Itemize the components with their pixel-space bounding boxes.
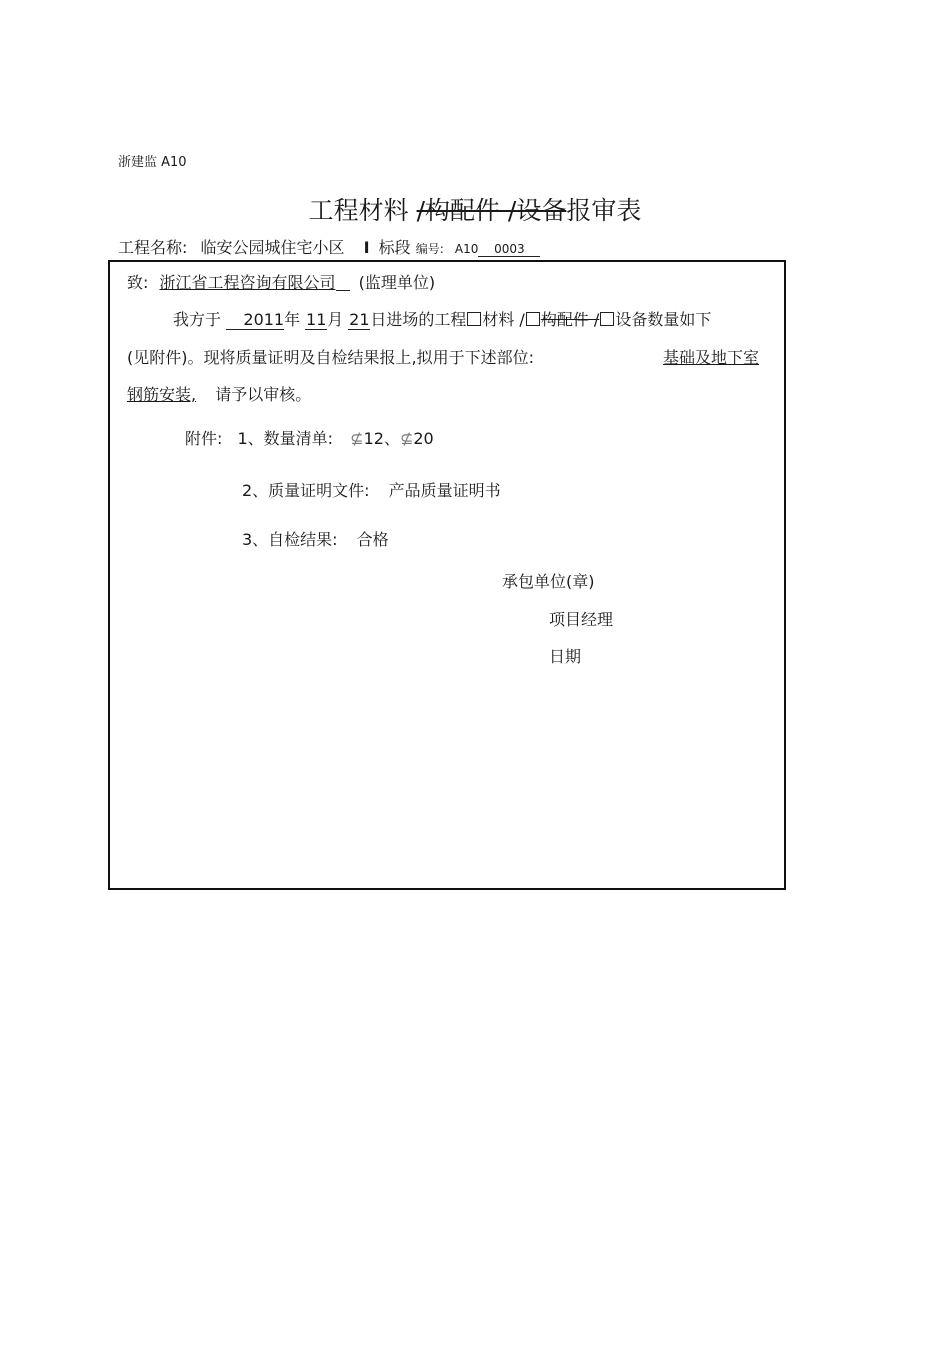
location-b: 钢筋安装, bbox=[127, 385, 197, 404]
opt-equipment: 设备数量如下 bbox=[615, 310, 712, 329]
project-name: 临安公园城住宅小区 bbox=[200, 238, 345, 257]
manager-label: 项目经理 bbox=[549, 610, 614, 629]
supervisor-role: (监理单位) bbox=[358, 273, 436, 292]
title-strike: /构配件 /设备 bbox=[416, 196, 567, 225]
year-unit: 年 bbox=[284, 310, 301, 329]
date-label: 日期 bbox=[549, 647, 582, 666]
year-value: 2011 bbox=[226, 310, 284, 330]
to-line bbox=[127, 270, 435, 293]
project-line bbox=[118, 235, 540, 258]
attach3-label: 3、自检结果: bbox=[242, 530, 338, 549]
attach3-value: 合格 bbox=[356, 530, 389, 549]
number-prefix: A10 bbox=[454, 242, 479, 256]
opt-component: 构配件 / bbox=[540, 310, 600, 329]
month-value: 11 bbox=[306, 310, 327, 329]
line3 bbox=[127, 382, 311, 405]
attach3 bbox=[242, 527, 389, 550]
line1-a: 我方于 bbox=[173, 310, 222, 329]
rebar1-value: 12、 bbox=[363, 429, 400, 448]
form-number: 0003 bbox=[478, 242, 540, 257]
section-number: Ⅰ bbox=[363, 238, 370, 257]
project-label: 工程名称: bbox=[118, 238, 188, 257]
line1-b: 日进场的工程 bbox=[370, 310, 467, 329]
location-a: 基础及地下室 bbox=[663, 348, 760, 367]
rebar-icon-1: ⊈ bbox=[350, 429, 364, 448]
attach2-value: 产品质量证明书 bbox=[388, 481, 501, 500]
rebar-icon-2: ⊈ bbox=[399, 429, 414, 448]
title-part2: 报审表 bbox=[566, 196, 642, 225]
form-code: 浙建监 A10 bbox=[118, 155, 187, 170]
checkbox-equipment[interactable] bbox=[600, 312, 614, 326]
page-title bbox=[0, 191, 950, 227]
title-part1: 工程材料 bbox=[308, 196, 417, 225]
attach-label: 附件: bbox=[185, 429, 223, 448]
line2: (见附件)。现将质量证明及自检结果报上,拟用于下述部位: bbox=[127, 348, 534, 367]
line1 bbox=[173, 307, 711, 330]
rebar2-value: 20 bbox=[413, 429, 434, 448]
attach1 bbox=[185, 426, 434, 449]
attach2-label: 2、质量证明文件: bbox=[242, 481, 370, 500]
contractor-label: 承包单位(章) bbox=[502, 572, 595, 591]
day-value: 21 bbox=[349, 310, 370, 329]
checkbox-material[interactable] bbox=[467, 312, 481, 326]
section-label: 标段 bbox=[378, 238, 411, 257]
checkbox-component[interactable] bbox=[526, 312, 540, 326]
supervisor-name: 浙江省工程咨询有限公司 bbox=[159, 273, 336, 292]
attach2 bbox=[242, 478, 501, 501]
opt-material: 材料 / bbox=[482, 310, 525, 329]
month-unit: 月 bbox=[327, 310, 344, 329]
number-label: 编号: bbox=[415, 242, 444, 256]
line3-tail: 请予以审核。 bbox=[215, 385, 312, 404]
attach1-label: 1、数量清单: bbox=[237, 429, 334, 448]
to-label: 致: bbox=[127, 273, 149, 292]
